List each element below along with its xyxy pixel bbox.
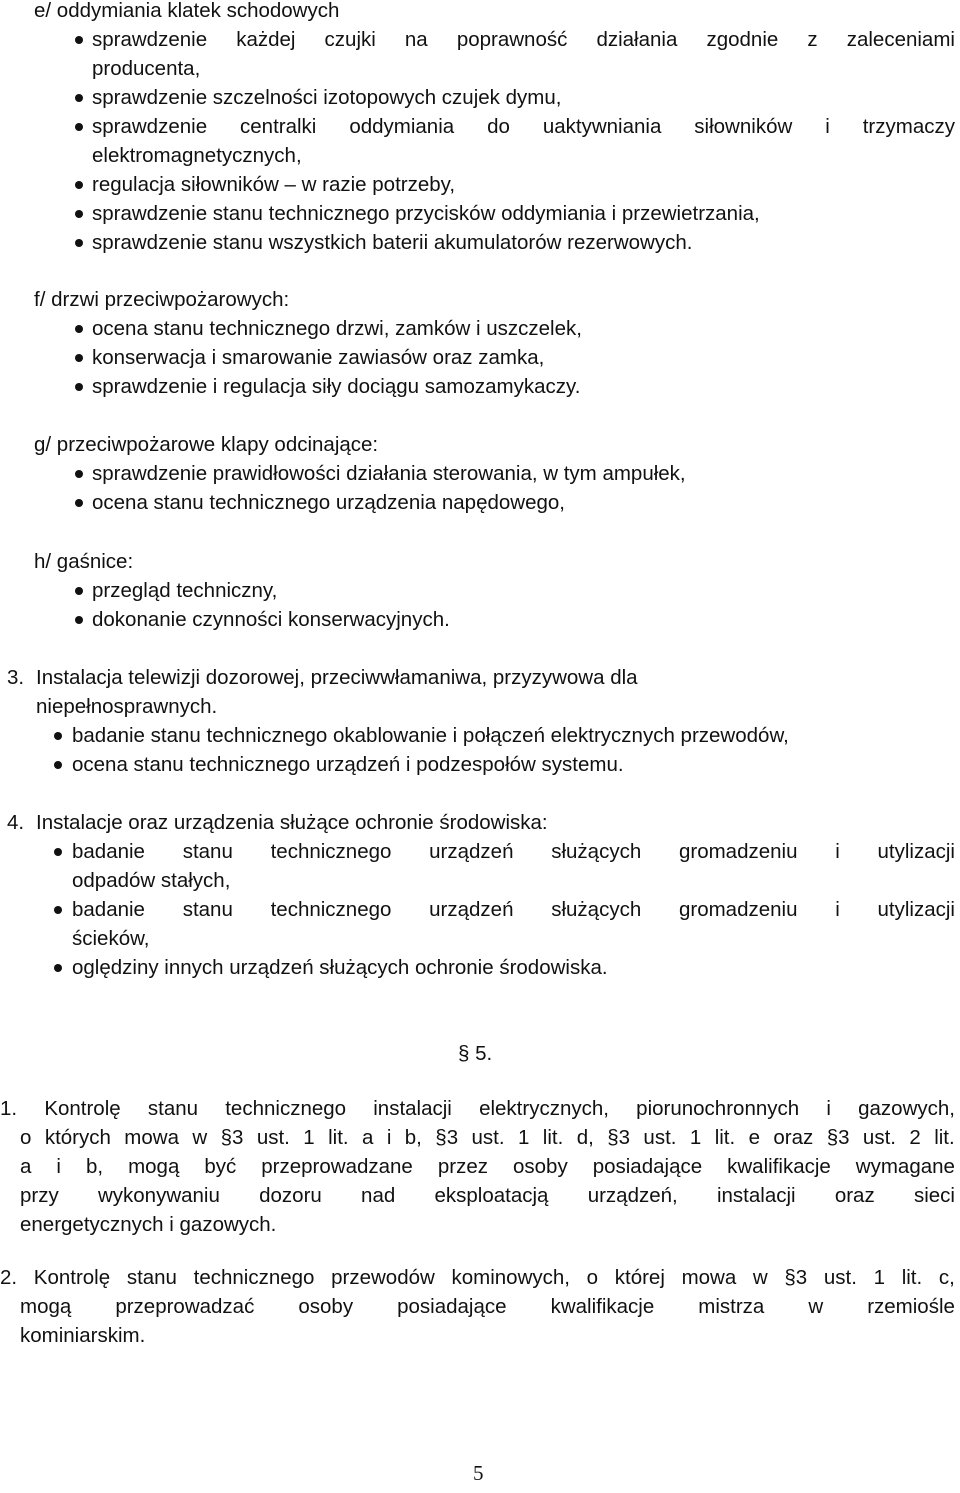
paragraph-5-heading (458, 1040, 492, 1068)
word: mistrza (698, 1295, 765, 1318)
word: mogą (128, 1155, 180, 1178)
word: technicznego (270, 898, 392, 921)
section-e-item-3-line-2: elektromagnetycznych, (92, 144, 302, 167)
word: lit. (901, 1266, 923, 1289)
page-number: 5 (473, 1461, 484, 1485)
word: i (386, 1126, 392, 1149)
bullet-icon (54, 732, 62, 740)
word: czujki (324, 28, 376, 51)
word: urządzeń (429, 840, 514, 863)
paragraph-5-number: 5. (475, 1042, 493, 1065)
section-f-item-3: sprawdzenie i regulacja siły dociągu samozamykaczy. (92, 375, 581, 398)
section-g-item-2: ocena stanu technicznego urządzenia napędowego, (92, 491, 565, 514)
word: być (204, 1155, 237, 1178)
point-3-item-2: ocena stanu technicznego urządzeń i podzespołów systemu. (72, 753, 624, 776)
point-4-item-1-line-1 (72, 838, 955, 866)
word: ust. (471, 1126, 505, 1149)
word: gazowych, (858, 1097, 955, 1120)
word: siłowników (694, 115, 793, 138)
word: technicznego (270, 840, 392, 863)
bullet-icon (54, 964, 62, 972)
word: sprawdzenie (92, 115, 208, 138)
word: lit. (714, 1126, 736, 1149)
bullet-icon (54, 906, 62, 914)
word: w (752, 1266, 768, 1289)
word: i (56, 1155, 61, 1178)
word: wykonywaniu (97, 1184, 220, 1207)
bullet-icon (75, 587, 83, 595)
bullet-icon (75, 499, 83, 507)
word: o (20, 1126, 32, 1149)
word: a (20, 1155, 32, 1178)
word: do (487, 115, 510, 138)
word: technicznego (225, 1097, 347, 1120)
word: stanu (182, 840, 233, 863)
section-f-item-1: ocena stanu technicznego drzwi, zamków i uszczelek, (92, 317, 582, 340)
word: przez (437, 1155, 488, 1178)
word: utylizacji (877, 840, 955, 863)
word: technicznego (193, 1266, 315, 1289)
word: sieci (913, 1184, 955, 1207)
word: i (835, 840, 840, 863)
word: ust. (256, 1126, 290, 1149)
word: lit. (542, 1126, 564, 1149)
bullet-icon (75, 325, 83, 333)
par5-point-1-line-1 (0, 1095, 955, 1123)
word: lit. (934, 1126, 955, 1149)
word: zgodnie (706, 28, 779, 51)
bullet-icon (54, 848, 62, 856)
section-g-heading: g/ przeciwpożarowe klapy odcinające: (34, 433, 379, 456)
point-3-item-1: badanie stanu technicznego okablowanie i połączeń elektrycznych przewodów, (72, 724, 789, 747)
point-3-heading-line-2: niepełnosprawnych. (36, 695, 218, 718)
point-4-number: 4. (7, 811, 25, 834)
word: urządzeń (429, 898, 514, 921)
word: wymagane (855, 1155, 955, 1178)
par5-point-1-line-4 (20, 1182, 955, 1210)
par5-point-1-line-2 (20, 1124, 955, 1152)
word: Kontrolę (33, 1266, 111, 1289)
word: mowa (124, 1126, 179, 1149)
word: i (825, 115, 830, 138)
bullet-icon (75, 181, 83, 189)
word: z (807, 28, 818, 51)
word: kwalifikacje (550, 1295, 655, 1318)
word: b, (85, 1155, 104, 1178)
word: gromadzeniu (678, 898, 798, 921)
word: dozoru (259, 1184, 322, 1207)
point-4-heading: Instalacje oraz urządzenia służące ochronie środowiska: (36, 811, 548, 834)
word: osoby (512, 1155, 568, 1178)
section-h-item-2: dokonanie czynności konserwacyjnych. (92, 608, 450, 631)
par5-point-2-line-1 (0, 1264, 955, 1292)
word: kominowych, (451, 1266, 570, 1289)
word: e (748, 1126, 760, 1149)
word: kwalifikacje (727, 1155, 831, 1178)
bullet-icon (75, 123, 83, 131)
word: przewodów (331, 1266, 435, 1289)
par5-point-2-line-2 (20, 1293, 955, 1321)
word: posiadające (592, 1155, 703, 1178)
word: instalacji (716, 1184, 796, 1207)
bullet-icon (75, 210, 83, 218)
word: piorunochronnych (636, 1097, 800, 1120)
word: §3 (826, 1126, 850, 1149)
word: 2 (909, 1126, 921, 1149)
word: b, (404, 1126, 422, 1149)
word: posiadające (397, 1295, 507, 1318)
bullet-icon (75, 94, 83, 102)
word: przeprowadzać (115, 1295, 255, 1318)
word: c, (938, 1266, 955, 1289)
word: stanu (182, 898, 233, 921)
word: 1 (517, 1126, 530, 1149)
par5-point-1-line-3 (20, 1153, 955, 1181)
bullet-icon (75, 383, 83, 391)
word: mowa (681, 1266, 737, 1289)
word: 1 (689, 1126, 702, 1149)
word: nad (361, 1184, 396, 1207)
word: 1 (303, 1126, 315, 1149)
word: przeprowadzane (261, 1155, 413, 1178)
bullet-icon (75, 239, 83, 247)
point-4-item-3: oględziny innych urządzeń służących ochronie środowiska. (72, 956, 608, 979)
word: przy (20, 1184, 59, 1207)
section-e-item-5: sprawdzenie stanu technicznego przycisków oddymiania i przewietrzania, (92, 202, 760, 225)
word: i (835, 898, 840, 921)
word: ust. (823, 1266, 857, 1289)
word: eksploatacją (434, 1184, 549, 1207)
word: §3 (220, 1126, 244, 1149)
word: oraz (773, 1126, 814, 1149)
word: ust. (862, 1126, 896, 1149)
word: rzemiośle (867, 1295, 955, 1318)
word: lit. (328, 1126, 349, 1149)
word: §3 (784, 1266, 808, 1289)
word: trzymaczy (862, 115, 955, 138)
word: §3 (435, 1126, 459, 1149)
word: których (44, 1126, 111, 1149)
word: urządzeń, (587, 1184, 678, 1207)
word: zaleceniami (846, 28, 955, 51)
word: 1 (873, 1266, 886, 1289)
word: poprawność (456, 28, 568, 51)
word: służących (551, 840, 642, 863)
section-h-item-1: przegląd techniczny, (92, 579, 278, 602)
word: oddymiania (349, 115, 455, 138)
section-e-item-2: sprawdzenie szczelności izotopowych czujek dymu, (92, 86, 562, 109)
word: badanie (72, 840, 145, 863)
word: każdej (236, 28, 296, 51)
word: stanu (126, 1266, 177, 1289)
par5-point-2-line-3: kominiarskim. (20, 1324, 146, 1347)
section-e-item-4: regulacja siłowników – w razie potrzeby, (92, 173, 456, 196)
word: której (614, 1266, 665, 1289)
word: gromadzeniu (678, 840, 798, 863)
section-sign: § (458, 1042, 470, 1065)
point-3-heading: Instalacja telewizji dozorowej, przeciwwłamaniwa, przyzywowa dla (36, 666, 638, 689)
word: działania (596, 28, 678, 51)
word: służących (551, 898, 642, 921)
section-g-item-1: sprawdzenie prawidłowości działania sterowania, w tym ampułek, (92, 462, 686, 485)
word: w (192, 1126, 208, 1149)
point-4-item-2-line-1 (72, 896, 955, 924)
point-4-item-1-line-2: odpadów stałych, (72, 869, 231, 892)
word: centralki (240, 115, 317, 138)
section-e-item-3-line-1 (92, 113, 955, 141)
word: oraz (834, 1184, 875, 1207)
word: instalacji (373, 1097, 452, 1120)
word: na (404, 28, 428, 51)
word: sprawdzenie (92, 28, 208, 51)
word: Kontrolę (44, 1097, 121, 1120)
word: i (826, 1097, 831, 1120)
word: 1. (0, 1097, 18, 1120)
word: elektrycznych, (479, 1097, 609, 1120)
section-f-item-2: konserwacja i smarowanie zawiasów oraz zamka, (92, 346, 545, 369)
section-e-item-6: sprawdzenie stanu wszystkich baterii akumulatorów rezerwowych. (92, 231, 693, 254)
word: stanu (147, 1097, 199, 1120)
bullet-icon (54, 761, 62, 769)
bullet-icon (75, 36, 83, 44)
point-3-number: 3. (7, 666, 25, 689)
word: o (586, 1266, 599, 1289)
word: ust. (643, 1126, 677, 1149)
bullet-icon (75, 616, 83, 624)
par5-point-1-line-5: energetycznych i gazowych. (20, 1213, 277, 1236)
section-e-item-1-line-1 (92, 26, 955, 54)
section-f-heading: f/ drzwi przeciwpożarowych: (34, 288, 290, 311)
word: osoby (298, 1295, 354, 1318)
section-e-item-1-line-2: producenta, (92, 57, 201, 80)
bullet-icon (75, 354, 83, 362)
section-e-heading: e/ oddymiania klatek schodowych (34, 0, 340, 22)
bullet-icon (75, 470, 83, 478)
word: mogą (20, 1295, 72, 1318)
point-4-item-2-line-2: ścieków, (72, 927, 150, 950)
section-h-heading: h/ gaśnice: (34, 550, 134, 573)
word: 2. (0, 1266, 18, 1289)
word: w (808, 1295, 824, 1318)
word: d, (576, 1126, 594, 1149)
word: a (362, 1126, 374, 1149)
word: utylizacji (877, 898, 955, 921)
word: badanie (72, 898, 145, 921)
word: uaktywniania (542, 115, 662, 138)
word: §3 (607, 1126, 631, 1149)
